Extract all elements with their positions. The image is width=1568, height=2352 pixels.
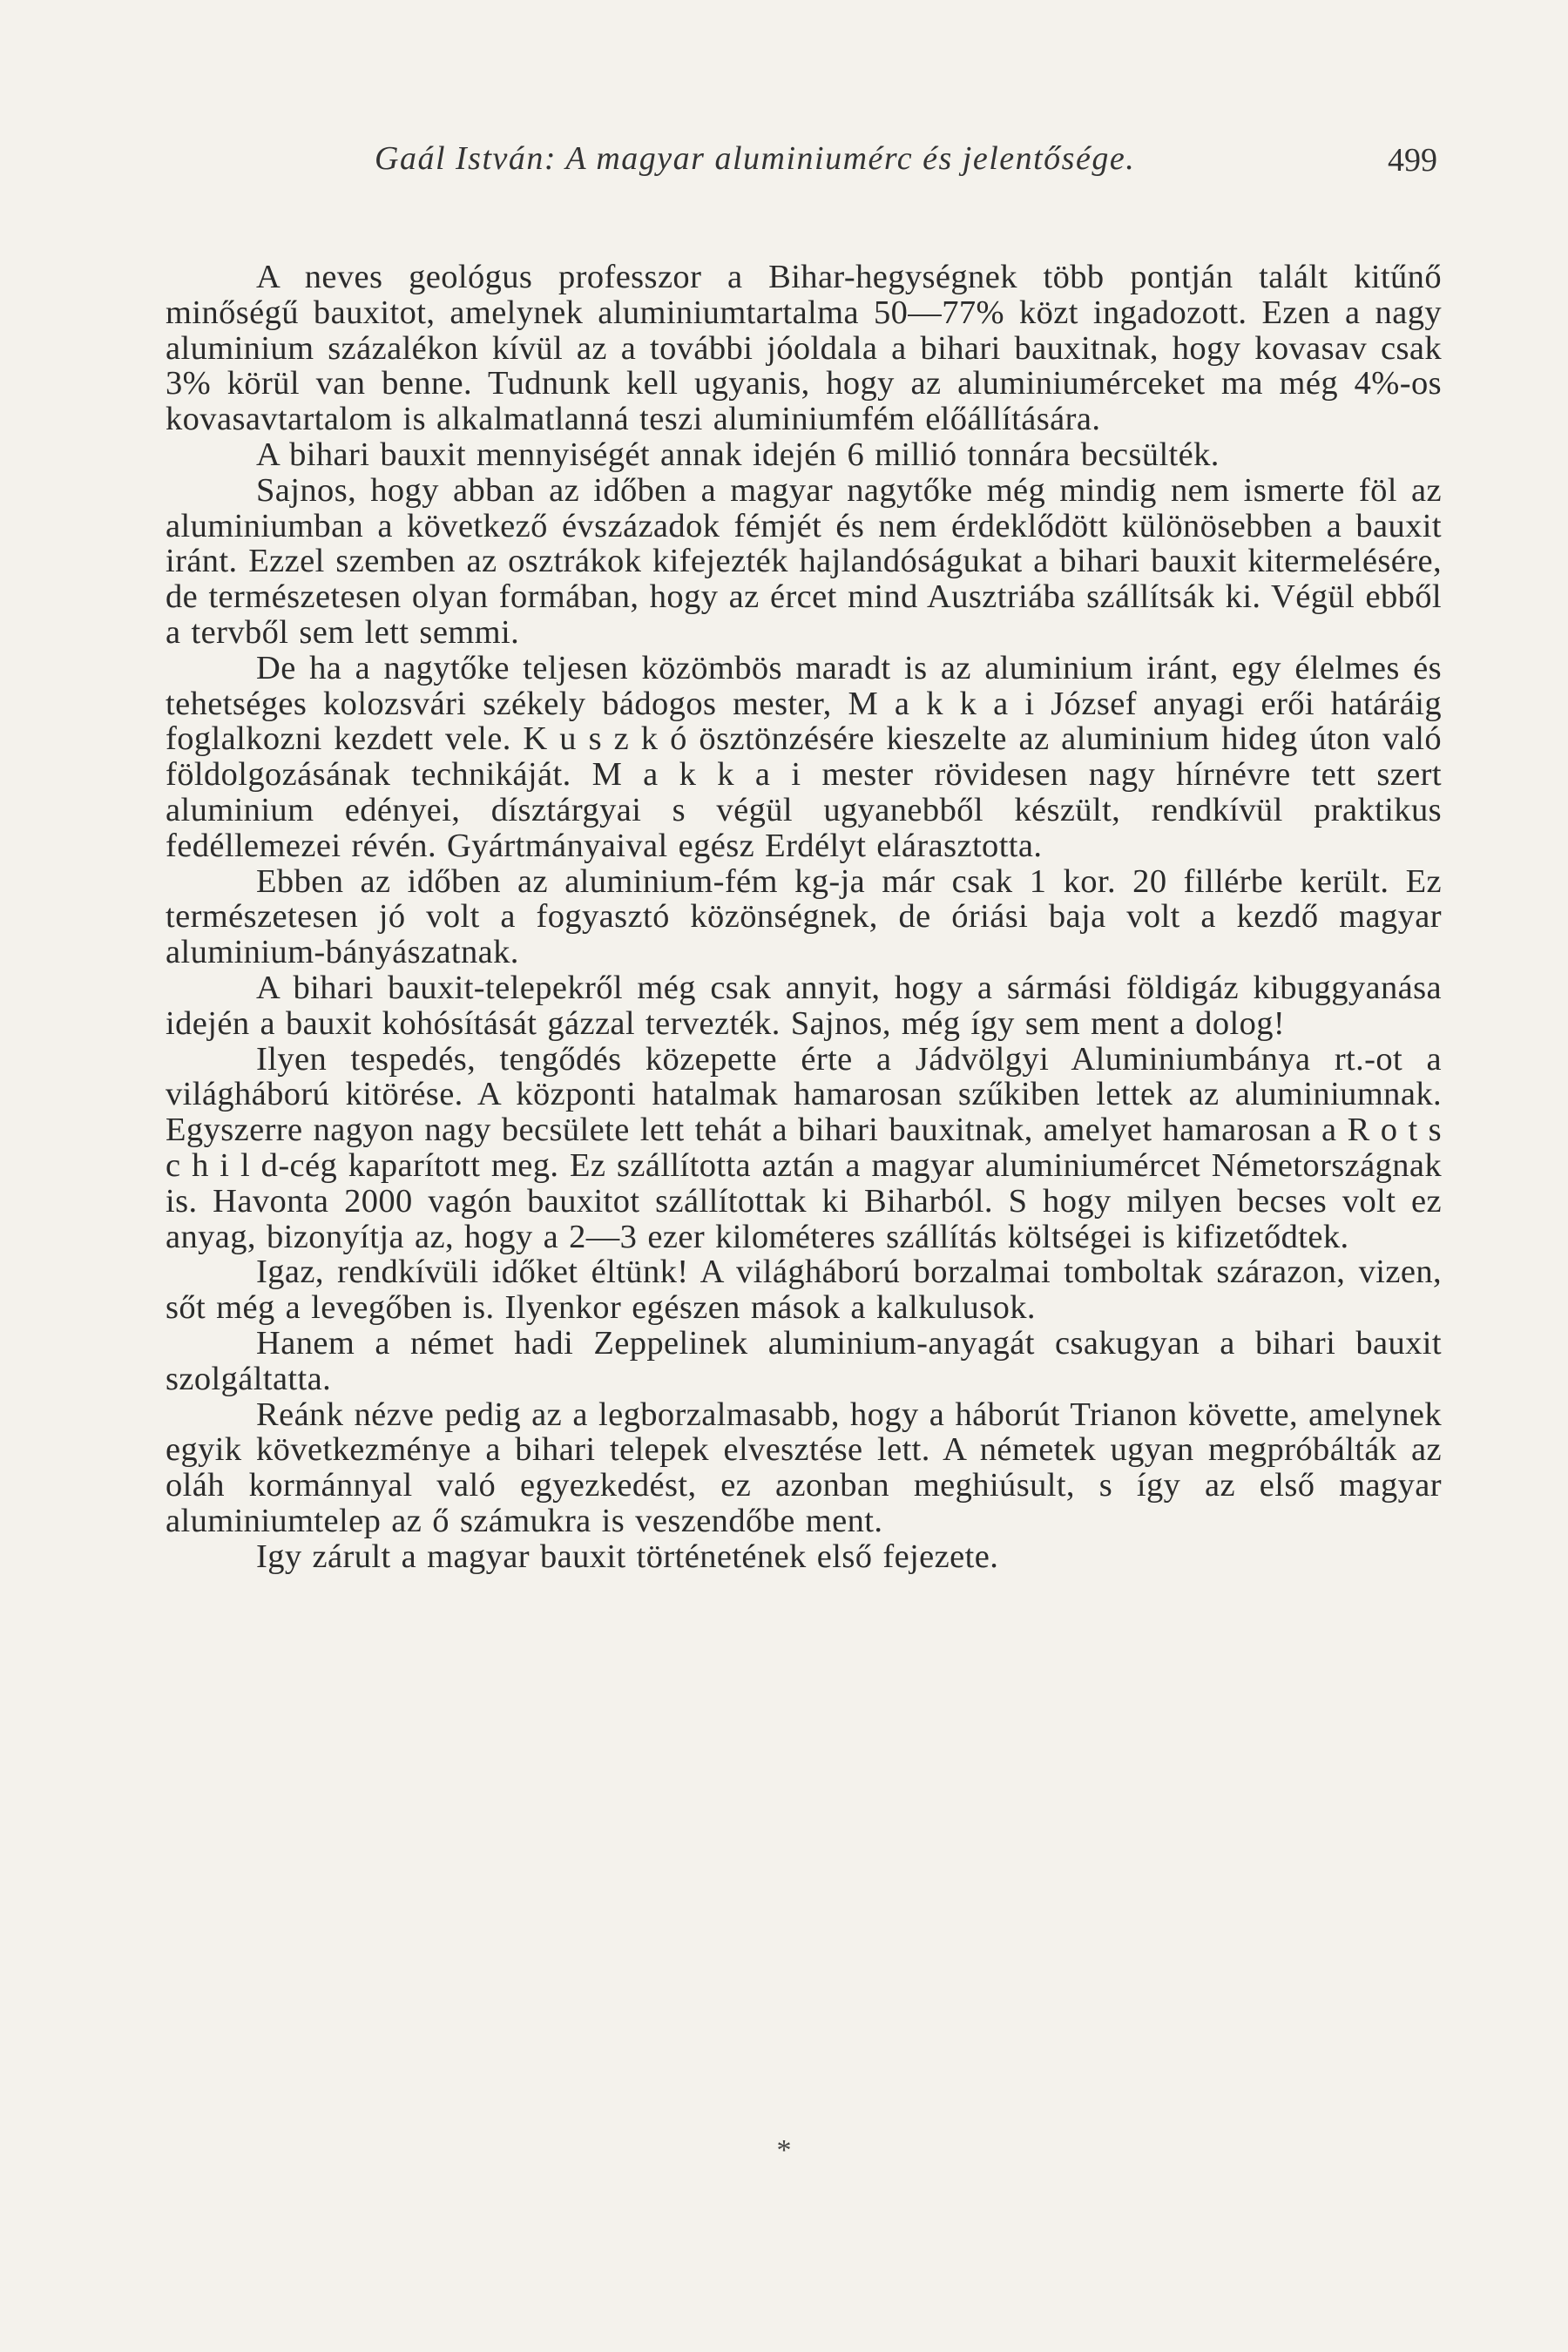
paragraph-capital: Sajnos, hogy abban az időben a magyar nagytőke még mindig nem ismerte föl az aluminiumban a következő évszázadok fémjét és nem érdeklődött különösebben a bauxit iránt. Ezzel szemben az osztrákok kifejezték hajlandóságukat a bihari bauxit kitermelésére, de természetesen olyan formában, hogy az ércet mind Ausztriába szállítsák ki. Végül ebből a tervből sem lett semmi.: [166, 471, 1442, 651]
paragraph-closing: Igy zárult a magyar bauxit történetének első fejezete.: [256, 1538, 999, 1575]
paragraph-geologist: A neves geológus professzor a Bihar-hegységnek több pontján talált kitűnő minőségű bauxitot, amelynek aluminiumtartalma 50—77% közt ingadozott. Ezen a nagy aluminium százalékon kívül az a további jóoldala a bihari bauxitnak, hogy kovasav csak 3% körül van benne. Tudnunk kell ugyanis, hogy az aluminiumérceket ma még 4%-os kovasavtartalom is alkalmatlanná teszi aluminiumfém előállítására.: [166, 259, 1442, 438]
paragraph-extraordinary: Igaz, rendkívüli időket éltünk! A világháború borzalmai tomboltak szárazon, vizen, sőt még a levegőben is. Ilyenkor egészen mások a kalkulusok.: [166, 1254, 1442, 1327]
section-separator: *: [776, 2134, 792, 2166]
paragraph-price: Ebben az időben az aluminium-fém kg-ja már csak 1 kor. 20 fillérbe került. Ez természetesen jó volt a fogyasztó közönségnek, de óriási baja volt a kezdő magyar aluminium-bányászatnak.: [166, 862, 1442, 971]
paragraph-gas: A bihari bauxit-telepekről még csak annyit, hogy a sármási földigáz kibuggyanása idején a bauxit kohósítását gázzal tervezték. Sajnos, még így sem ment a dolog!: [166, 969, 1442, 1042]
paragraph-zeppelin: Hanem a német hadi Zeppelinek aluminium-anyagát csakugyan a bihari bauxit szolgáltatta.: [166, 1324, 1442, 1397]
page-number: 499: [1388, 142, 1437, 179]
paragraph-makkai: De ha a nagytőke teljesen közömbös maradt is az aluminium iránt, egy élelmes és tehetséges kolozsvári székely bádogos mester, M a k k a i József anyagi erői határáig foglalkozni kezdett vele. K u s z k ó ösztönzésére kieszelte az aluminium hideg úton való földolgozásának technikáját. M a k k a i mester rövidesen nagy hírnévre tett szert aluminium edényei, dísztárgyai s végül ugyanebből készült, rendkívül praktikus fedéllemezei révén. Gyártmányaival egész Erdélyt elárasztotta.: [166, 649, 1442, 864]
paragraph-war: Ilyen tespedés, tengődés közepette érte a Jádvölgyi Aluminiumbánya rt.-ot a világháború kitörése. A központi hatalmak hamarosan szűkiben lettek az aluminiumnak. Egyszerre nagyon nagy becsülete lett tehát a bihari bauxitnak, amelyet hamarosan a R o t s c h i l d-cég kaparított meg. Ez szállította aztán a magyar aluminiumércet Németországnak is. Havonta 2000 vagón bauxitot szállítottak ki Biharból. S hogy milyen becses volt ez anyag, bizonyítja az, hogy a 2—3 ezer kilométeres szállítás költségei is kifizetődtek.: [166, 1040, 1442, 1255]
paragraph-trianon: Reánk nézve pedig az a legborzalmasabb, hogy a háborút Trianon követte, amelynek egyik következménye a bihari telepek elvesztése lett. A németek ugyan megpróbálták az oláh kormánnyal való egyezkedést, ez azonban meghiúsult, s így az első magyar aluminiumtelep az ő számukra is veszendőbe ment.: [166, 1396, 1442, 1539]
body-text: [166, 260, 1442, 1574]
paragraph-quantity: A bihari bauxit mennyiségét annak idején 6 millió tonnára becsülték.: [256, 436, 1220, 473]
running-title: Gaál István: A magyar aluminiumérc és jelentősége.: [375, 140, 1136, 177]
running-head: [0, 139, 1568, 183]
